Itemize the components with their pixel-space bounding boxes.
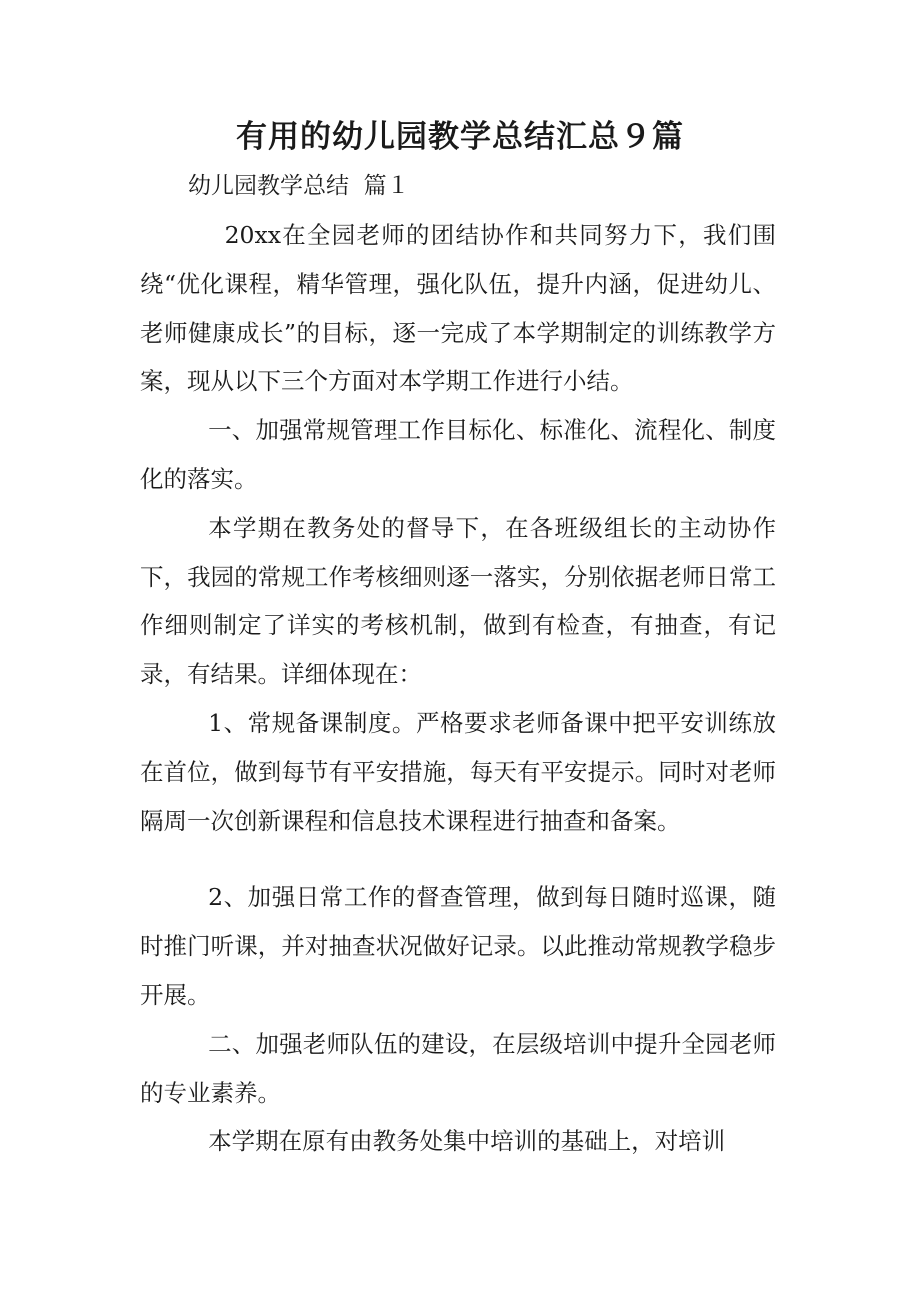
paragraph-heading-1: 一、加强常规管理工作目标化、标准化、流程化、制度化的落实。 bbox=[140, 416, 776, 493]
paragraph-item-1: 1、常规备课制度。严格要求老师备课中把平安训练放在首位，做到每节有平安措施，每天有平安提示。同时对老师隔周一次创新课程和信息技术课程进行抽查和备案。 bbox=[140, 708, 776, 835]
section-heading: 幼儿园教学总结 篇１ bbox=[188, 173, 410, 199]
paragraph-intro: 20xx在全园老师的团结协作和共同努力下，我们围绕“优化课程，精华管理，强化队伍，提升内涵，促进幼儿、老师健康成长”的目标，逐一完成了本学期制定的训练教学方案，现从以下三个方面对本学期工作进行小结。 bbox=[140, 221, 776, 396]
document-title: 有用的幼儿园教学总结汇总９篇 bbox=[236, 119, 684, 155]
paragraph: 本学期在原有由教务处集中培训的基础上，对培训 bbox=[208, 1127, 726, 1156]
paragraph-heading-2: 二、加强老师队伍的建设，在层级培训中提升全园老师的专业素养。 bbox=[140, 1029, 776, 1107]
document-body bbox=[140, 211, 776, 1166]
paragraph-item-2: 2、加强日常工作的督查管理，做到每日随时巡课，随时推门听课，并对抽查状况做好记录。以此推动常规教学稳步开展。 bbox=[140, 883, 776, 1009]
paragraph: 本学期在教务处的督导下，在各班级组长的主动协作下，我园的常规工作考核细则逐一落实，分别依据老师日常工作细则制定了详实的考核机制，做到有检查，有抽查，有记录，有结果。详细体现在： bbox=[140, 513, 776, 689]
